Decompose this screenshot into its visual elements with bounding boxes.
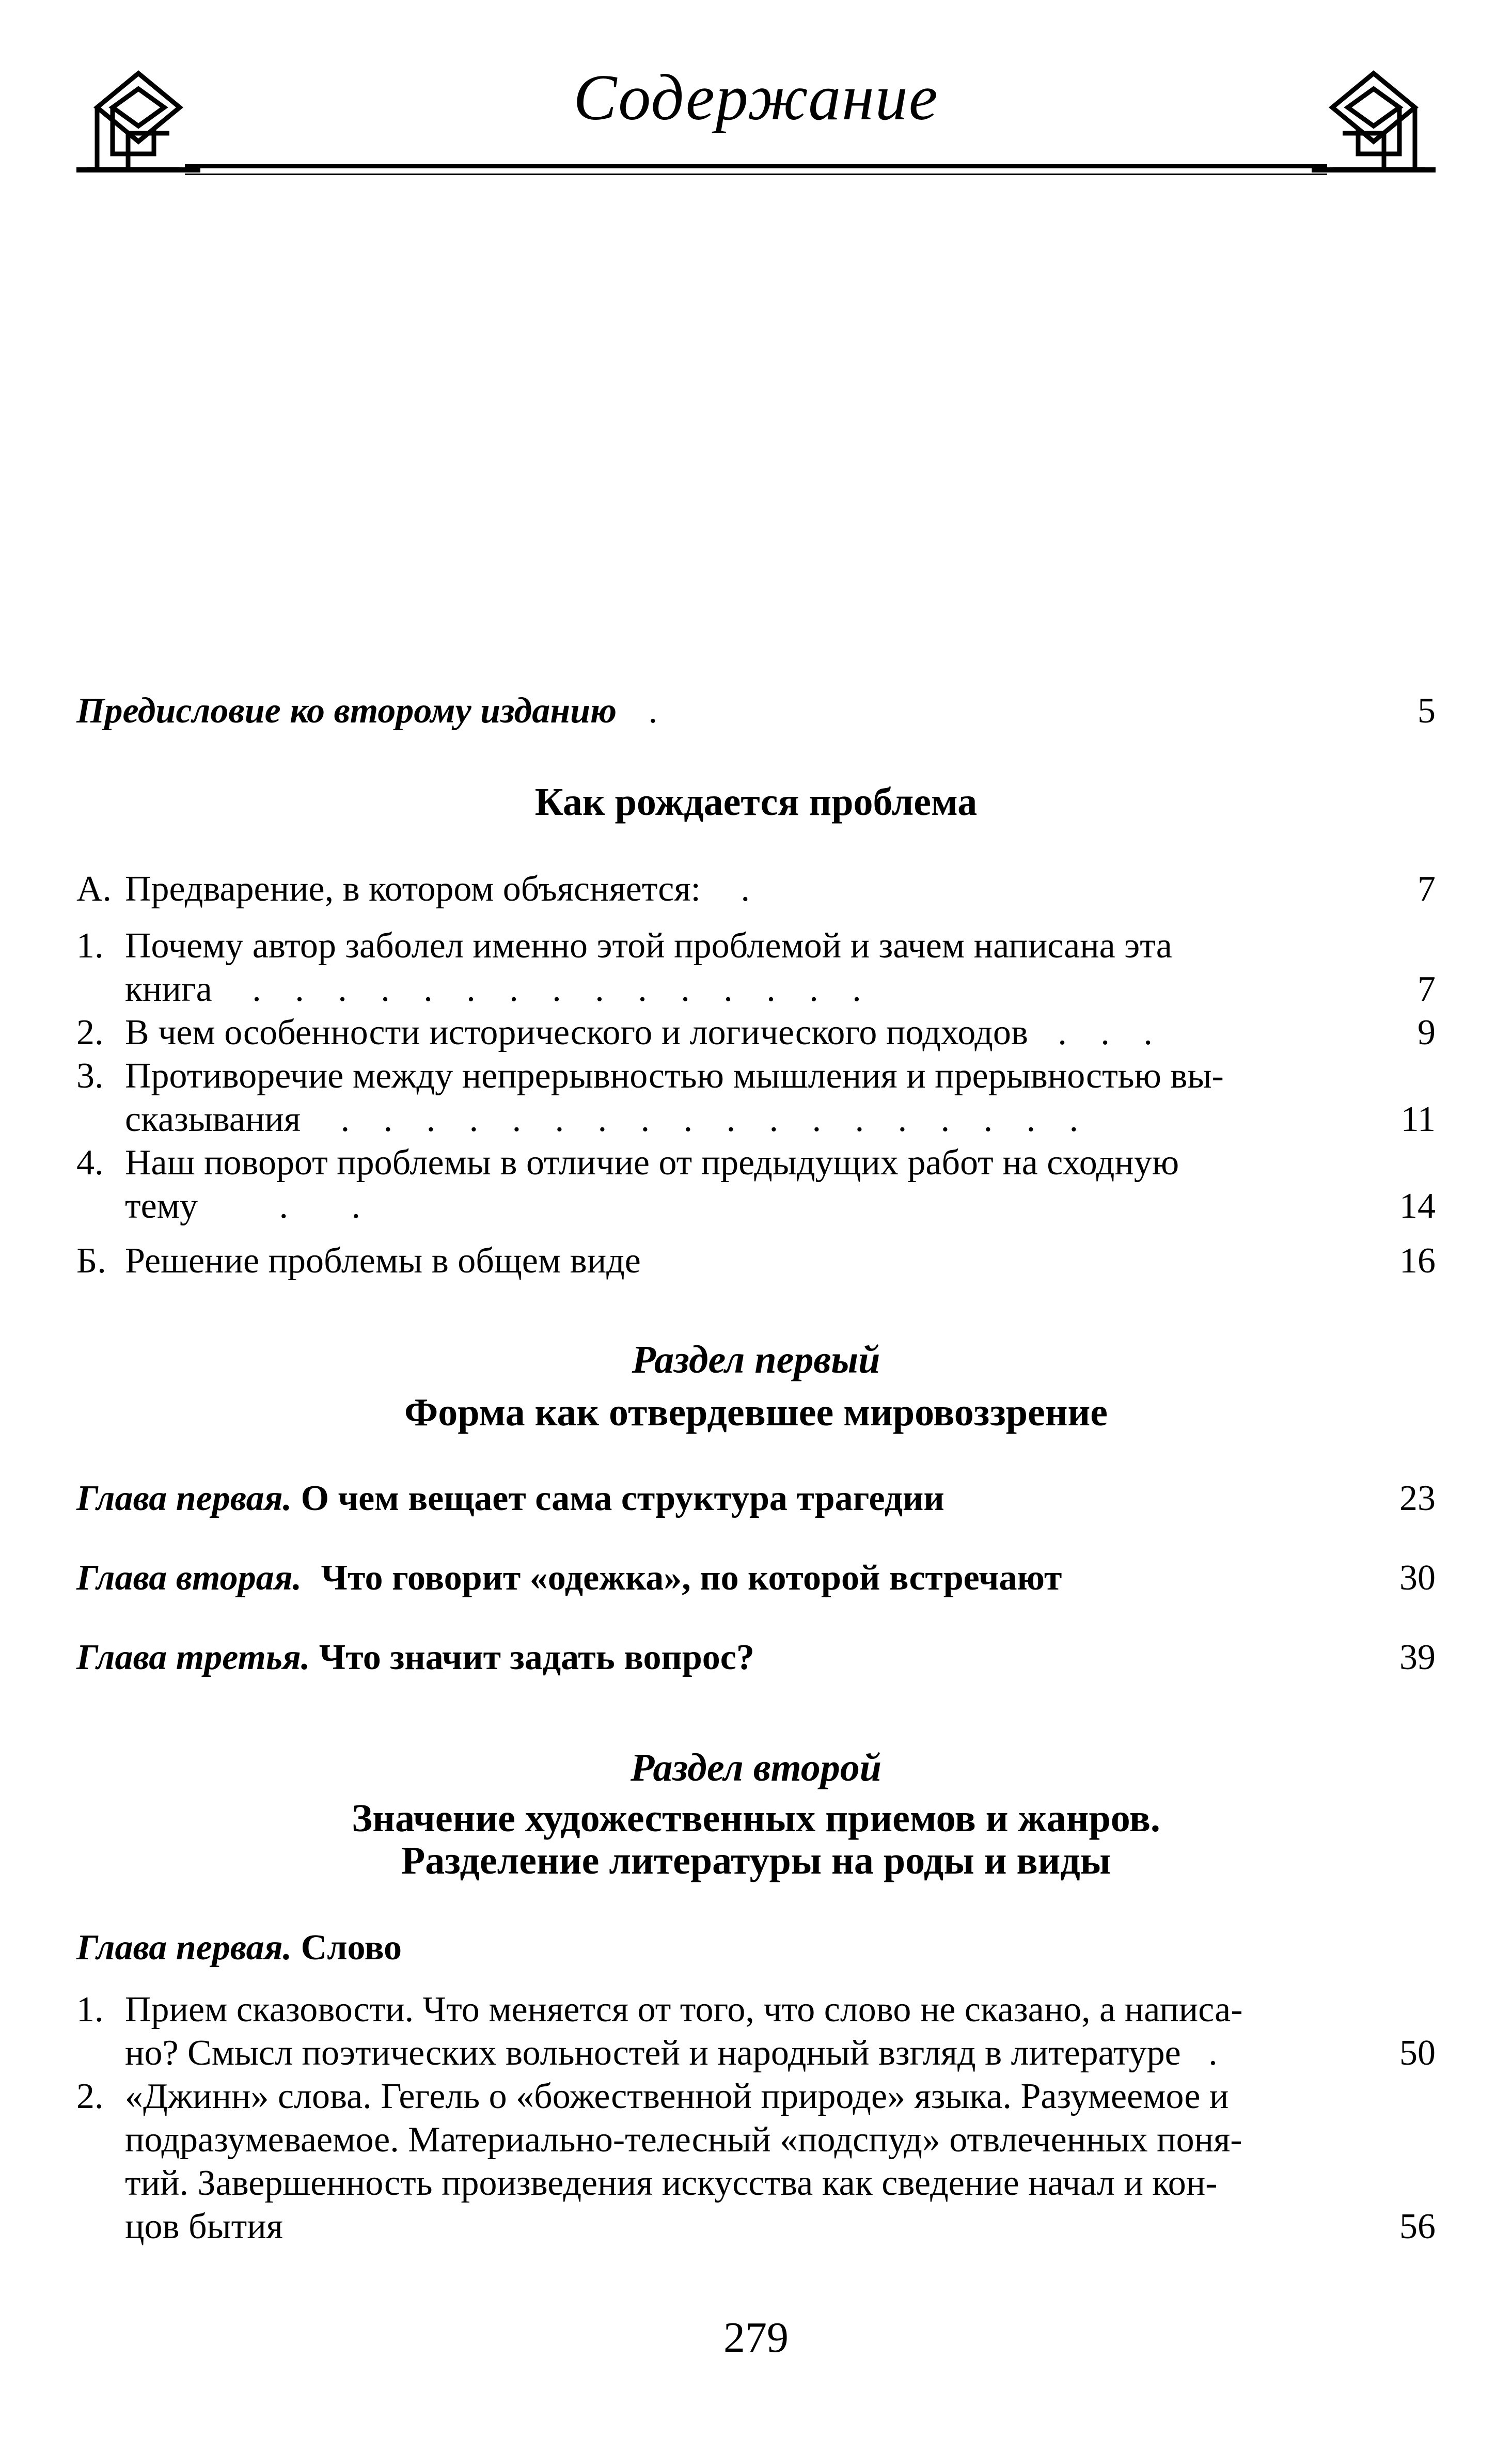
preface-label: Предисловие ко второму изданию: [76, 691, 617, 731]
entry-text: Предварение, в котором объясняется:: [125, 869, 701, 909]
chapter-title: Что значит задать вопрос?: [319, 1638, 754, 1677]
entry-text-line2: тему: [125, 1186, 198, 1226]
chapter-prefix: Глава третья.: [76, 1638, 310, 1677]
toc-entry-a[interactable]: [76, 868, 1436, 911]
entry-marker: 1.: [76, 926, 104, 966]
entry-marker: 2.: [76, 1013, 104, 1052]
page-number: 23: [1399, 1479, 1436, 1518]
page-number: 39: [1399, 1638, 1436, 1677]
entry-text-line2: но? Смысл поэтических вольностей и народный взгляд в литературе: [125, 2033, 1181, 2073]
page-number: 50: [1399, 2033, 1436, 2073]
header-rule-thin: [185, 174, 1327, 175]
entry-text-line1: Наш поворот проблемы в отличие от предыдущих работ на сходную: [125, 1143, 1179, 1183]
page-number: 56: [1399, 2207, 1436, 2246]
celtic-knot-ornament-right: [1312, 66, 1436, 180]
entry-text-line4: цов бытия: [125, 2207, 283, 2246]
entry-marker: Б.: [76, 1241, 106, 1281]
toc-entry-1[interactable]: [76, 924, 1436, 1011]
entry-text: В чем особенности исторического и логического подходов: [125, 1013, 1028, 1052]
chapter-prefix: Глава первая.: [76, 1479, 292, 1518]
section2-title-line1: Значение художественных приемов и жанров.: [352, 1797, 1160, 1840]
page-number: 7: [1418, 869, 1436, 909]
toc-entry-2[interactable]: [76, 1011, 1436, 1055]
page-number: 9: [1418, 1013, 1436, 1052]
chapter-title: О чем вещает сама структура трагедии: [301, 1479, 944, 1518]
toc-entry-b[interactable]: [76, 1239, 1436, 1283]
leader-dots: . . . . . . . . . . . . . . . . . .: [340, 1099, 1091, 1139]
toc-entry-4[interactable]: [76, 1141, 1436, 1228]
entry-text-line1: Противоречие между непрерывностью мышления и прерывностью вы-: [125, 1056, 1224, 1096]
leader-dots: . .: [279, 1186, 360, 1226]
page-number: 11: [1400, 1099, 1436, 1139]
footer-page-number: 279: [723, 2314, 789, 2362]
toc-entry-3[interactable]: [76, 1055, 1436, 1141]
leader-dots: . . . . . . . . . . . . . . .: [252, 969, 874, 1009]
entry-text-line1: «Джинн» слова. Гегель о «божественной природе» языка. Разумеемое и: [125, 2077, 1229, 2116]
entry-text-line1: Почему автор заболел именно этой проблемой и зачем написана эта: [125, 926, 1172, 966]
page-number: 7: [1418, 969, 1436, 1009]
toc-chapter-1-3[interactable]: [76, 1636, 1436, 1679]
toc-entry-preface[interactable]: [76, 689, 1436, 733]
entry-marker: А.: [76, 869, 112, 909]
entry-marker: 4.: [76, 1143, 104, 1183]
leader-dots: .: [1208, 2033, 1218, 2073]
section1-label: Раздел первый: [632, 1338, 880, 1381]
entry-text-line2: сказывания: [125, 1099, 301, 1139]
page-number: 14: [1399, 1186, 1436, 1226]
leader-dots: . . .: [1058, 1013, 1165, 1052]
page-number: 5: [1418, 691, 1436, 731]
entry-text: Решение проблемы в общем виде: [125, 1241, 641, 1281]
page-number: 16: [1399, 1241, 1436, 1281]
entry-marker: 3.: [76, 1056, 104, 1096]
page-number: 30: [1399, 1558, 1436, 1598]
leader-dots: .: [648, 691, 658, 731]
chapter-prefix: Глава вторая.: [76, 1558, 302, 1598]
toc-chapter-1-1[interactable]: [76, 1477, 1436, 1520]
chapter-prefix: Глава первая.: [76, 1928, 292, 1968]
page-title: Содержание: [573, 62, 939, 134]
toc-chapter-1-2[interactable]: [76, 1556, 1436, 1600]
leader-dots: .: [741, 869, 750, 909]
entry-marker: 1.: [76, 1990, 104, 2030]
section2-label: Раздел второй: [630, 1746, 882, 1789]
section1-title: Форма как отвердевшее мировоззрение: [404, 1391, 1108, 1434]
section2-title-line2: Разделение литературы на роды и виды: [401, 1839, 1111, 1882]
entry-text-line1: Прием сказовости. Что меняется от того, что слово не сказано, а написа-: [125, 1990, 1243, 2030]
toc-chapter-2-1[interactable]: [76, 1926, 1436, 1970]
chapter-title: Что говорит «одежка», по которой встречают: [321, 1558, 1062, 1598]
entry-text-line3: тий. Завершенность произведения искусства как сведение начал и кон-: [125, 2163, 1218, 2203]
chapter-title: Слово: [301, 1928, 402, 1968]
toc-entry-2-2[interactable]: [76, 2075, 1436, 2248]
page-header: [76, 56, 1436, 180]
intro-heading: Как рождается проблема: [534, 780, 978, 824]
entry-text-line2: подразумеваемое. Материально-телесный «подспуд» отвлеченных поня-: [125, 2120, 1242, 2160]
entry-text-line2: книга: [125, 969, 212, 1009]
toc-entry-2-1[interactable]: [76, 1988, 1436, 2075]
header-rule-thick: [185, 164, 1327, 168]
entry-marker: 2.: [76, 2077, 104, 2116]
